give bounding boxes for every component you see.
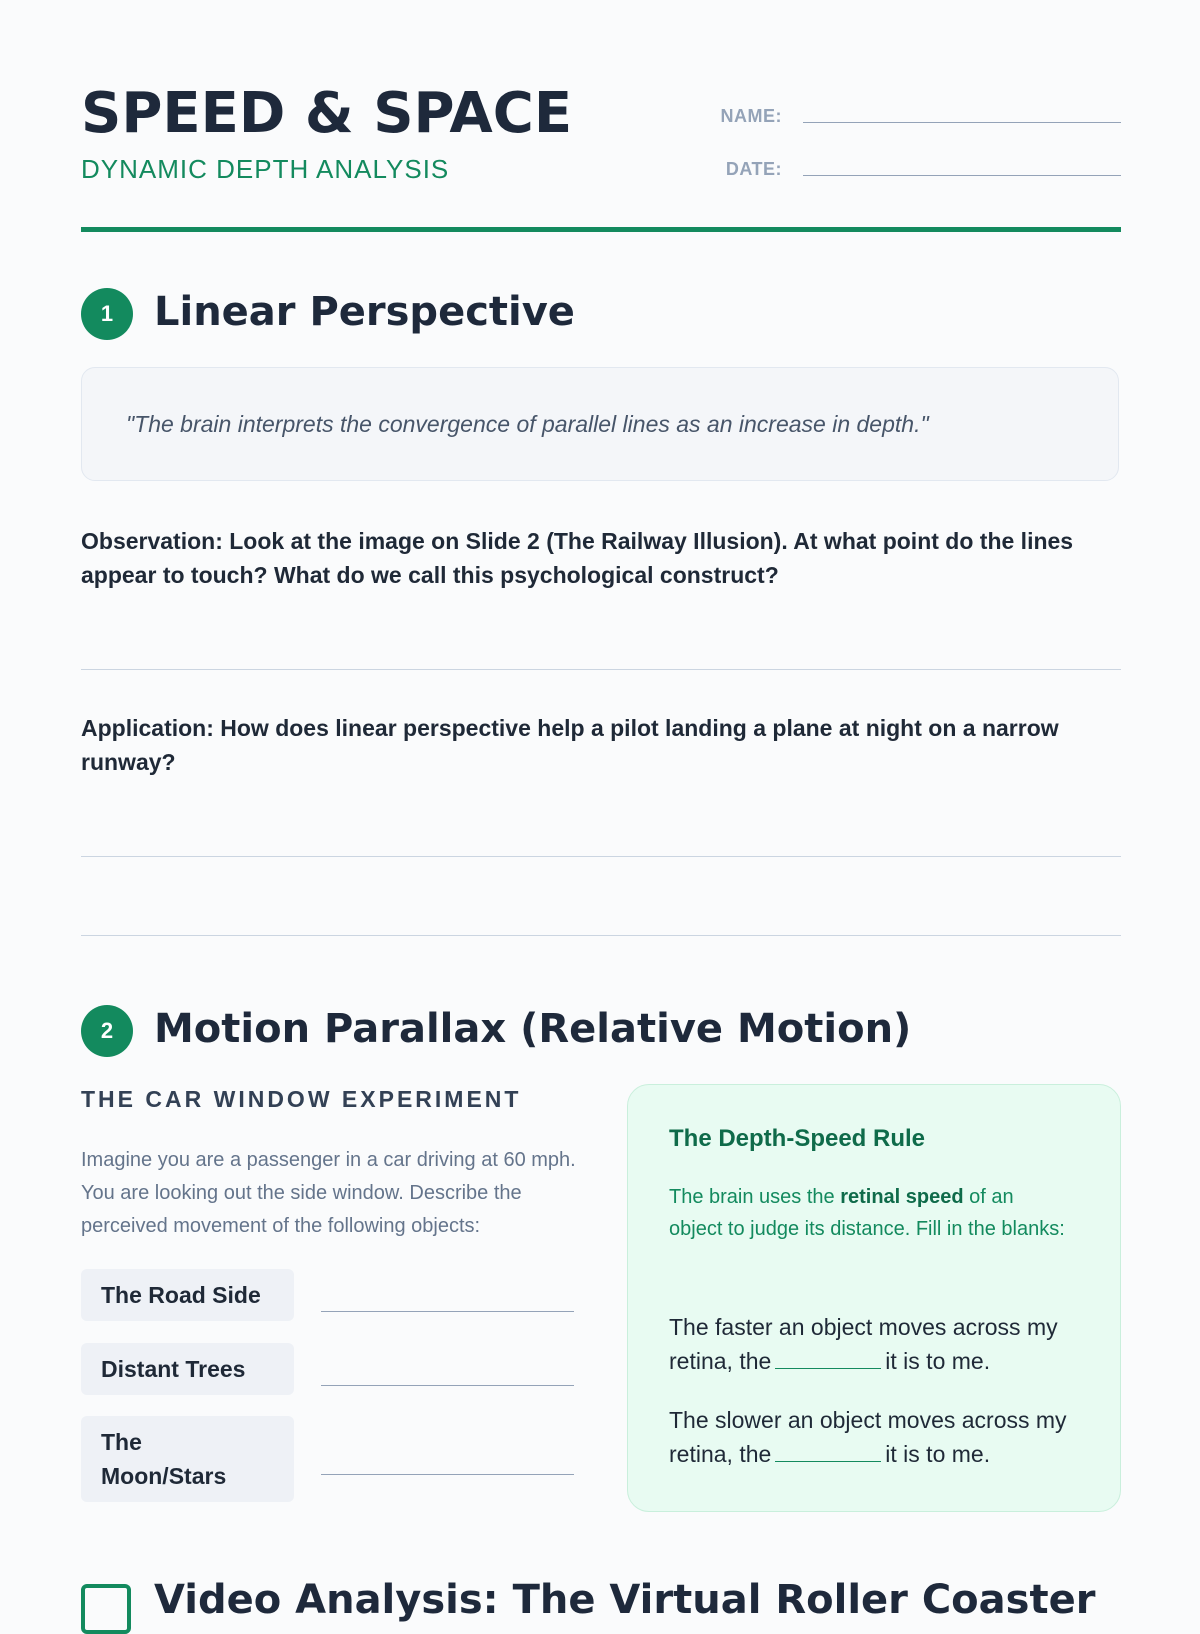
moon-stars-answer-line[interactable] [321, 1474, 574, 1475]
experiment-intro: Imagine you are a passenger in a car driving at 60 mph. You are looking out the side window. Describe the perceived movement of the following objects: [81, 1149, 576, 1237]
section-1-number-badge: 1 [81, 288, 133, 340]
observation-question: Observation: Look at the image on Slide 2 (The Railway Illusion). At what point do the lines appear to touch? What do we call this psychological construct? [81, 528, 1074, 588]
rule-sentence-faster: The faster an object moves across my retina, the it is to me. [669, 1314, 1058, 1374]
rule-intro: The brain uses the retinal speed of an object to judge its distance. Fill in the blanks: [669, 1186, 1065, 1240]
quote-box [81, 367, 1119, 481]
rule-title: The Depth-Speed Rule [669, 1125, 926, 1152]
observation-answer-line[interactable] [81, 669, 1121, 670]
slower-blank[interactable] [775, 1460, 881, 1462]
section-2-title: Motion Parallax (Relative Motion) [154, 1006, 912, 1052]
section-3-title: Video Analysis: The Virtual Roller Coaster [154, 1577, 1096, 1623]
name-field[interactable] [803, 122, 1121, 123]
distant-trees-answer-line[interactable] [321, 1385, 574, 1386]
worksheet-title: SPEED & SPACE [81, 81, 573, 146]
application-answer-line-1[interactable] [81, 856, 1121, 857]
worksheet-subtitle: DYNAMIC DEPTH ANALYSIS [81, 154, 450, 184]
date-label: DATE: [725, 159, 782, 179]
section-2-number-badge: 2 [81, 1005, 133, 1057]
section-1-title: Linear Perspective [154, 289, 575, 335]
quote-text: "The brain interprets the convergence of parallel lines as an increase in depth." [126, 411, 929, 437]
rule-sentence-slower: The slower an object moves across my retina, the it is to me. [669, 1407, 1067, 1467]
section-3-icon [81, 1584, 131, 1634]
faster-blank[interactable] [775, 1367, 881, 1369]
object-label-moon-stars: The Moon/Stars [81, 1416, 294, 1502]
application-question: Application: How does linear perspective help a pilot landing a plane at night on a narrow runway? [81, 715, 1059, 775]
object-label-distant-trees: Distant Trees [81, 1343, 294, 1395]
depth-speed-rule-box [627, 1084, 1121, 1512]
name-label: NAME: [720, 106, 782, 126]
object-label-road-side: The Road Side [81, 1269, 294, 1321]
header-divider [81, 227, 1121, 232]
worksheet-page [81, 0, 1121, 1623]
experiment-heading: THE CAR WINDOW EXPERIMENT [81, 1086, 522, 1112]
application-answer-line-2[interactable] [81, 935, 1121, 936]
road-side-answer-line[interactable] [321, 1311, 574, 1312]
date-field[interactable] [803, 175, 1121, 176]
